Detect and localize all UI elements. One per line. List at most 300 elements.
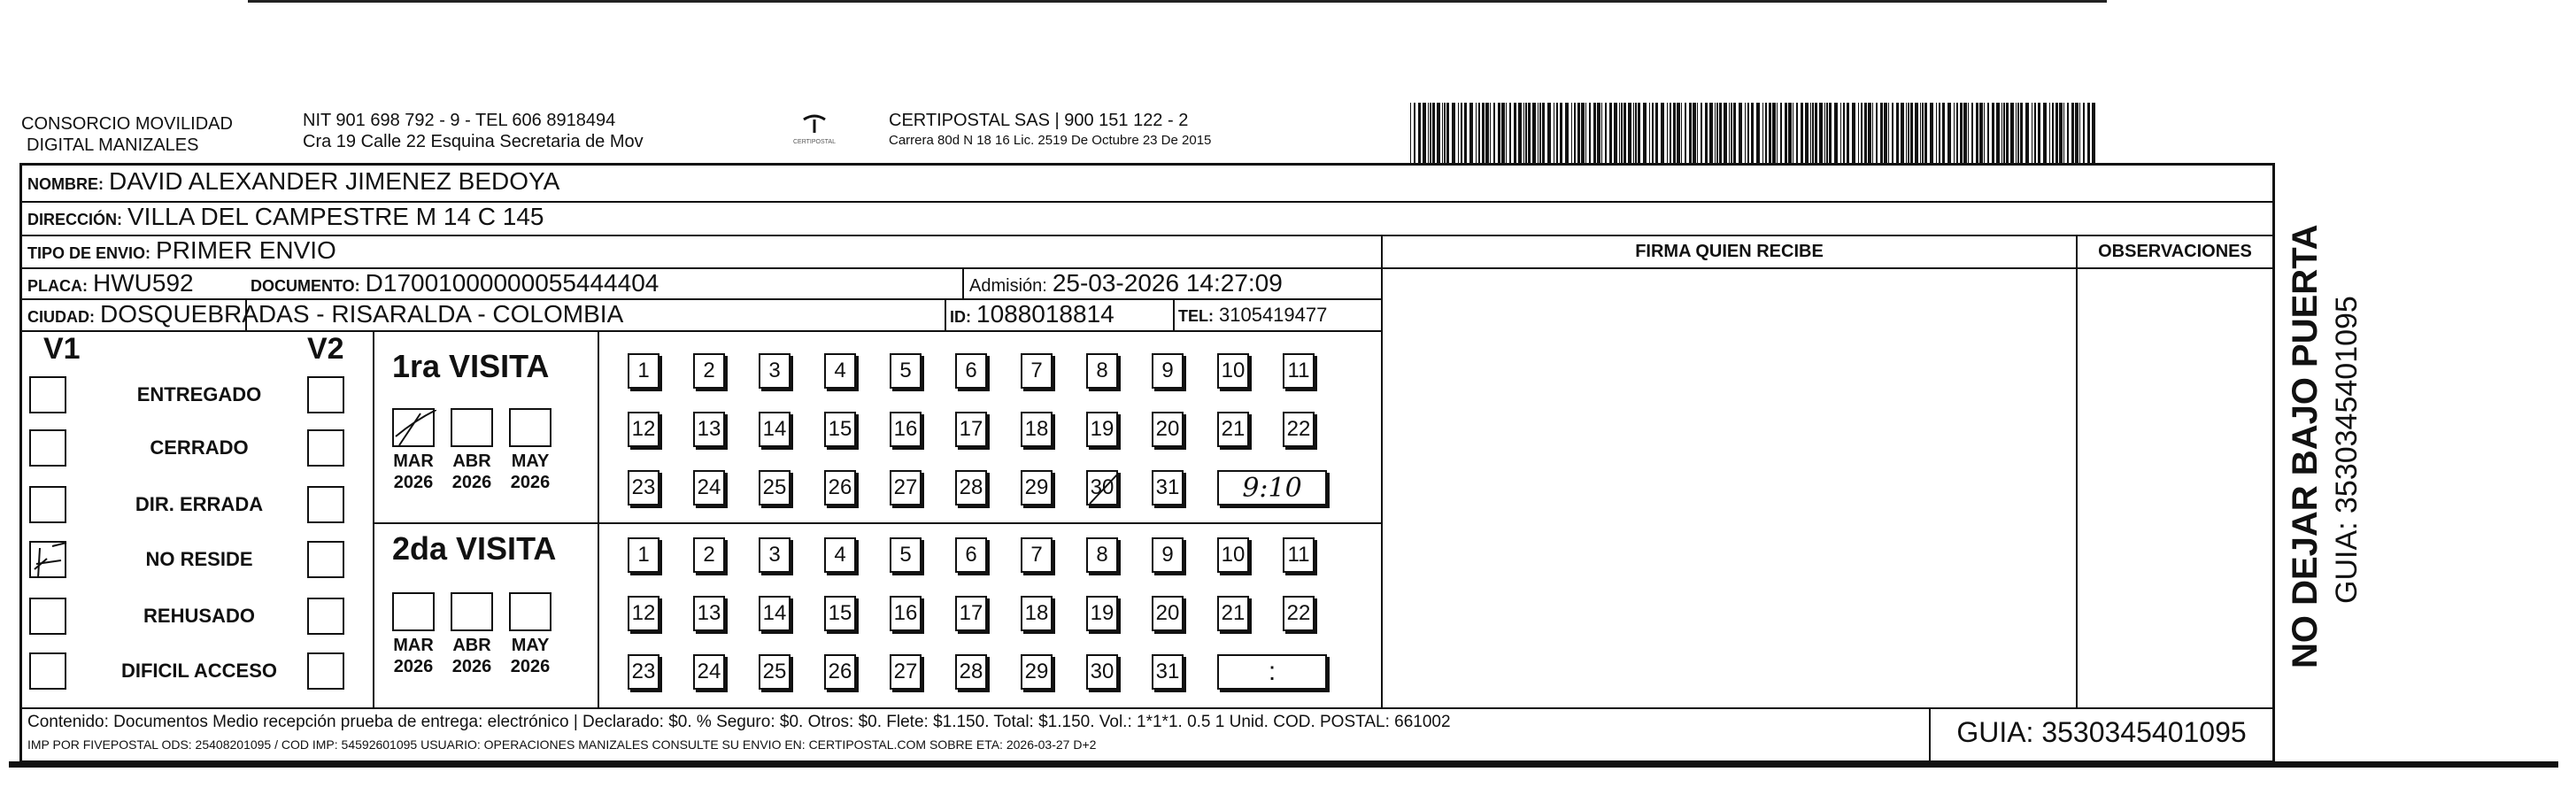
barcode-bar xyxy=(1597,103,1600,163)
day-box[interactable]: 16 xyxy=(890,596,922,631)
day-box[interactable]: 18 xyxy=(1021,412,1053,447)
month-name: ABR xyxy=(452,636,491,655)
barcode-bar xyxy=(1589,103,1591,163)
rule xyxy=(598,330,599,707)
barcode-bar xyxy=(1812,103,1814,163)
barcode-bar xyxy=(1924,103,1927,163)
id-label: ID: xyxy=(950,308,971,326)
contenido-text: Contenido: Documentos Medio recepción prueba de entrega: electrónico | Declarado: $0. % Seguro: $0. Otros: $0. Flete: $1.150. Total: $1.150. Vol.: 1*1*1. 0.5 1 Unid. COD. POSTAL: 661002 xyxy=(27,713,1451,731)
month-year: 2026 xyxy=(393,473,434,492)
barcode-bar xyxy=(1987,103,1989,163)
time-box[interactable]: 9:10 xyxy=(1217,470,1327,506)
barcode-bar xyxy=(1638,103,1640,163)
barcode-bar xyxy=(1739,103,1742,163)
placa-label: PLACA: xyxy=(27,277,88,295)
barcode-bar xyxy=(1960,103,1963,163)
time-box[interactable]: : xyxy=(1217,654,1327,690)
day-box[interactable]: 6 xyxy=(955,537,987,573)
barcode-bar xyxy=(2038,103,2040,163)
barcode-bar xyxy=(1518,103,1522,163)
barcode-bar xyxy=(1709,103,1713,163)
barcode-bar xyxy=(1810,103,1811,163)
barcode-bar xyxy=(1437,103,1440,163)
day-box[interactable]: 9 xyxy=(1152,353,1184,389)
carrier-logo xyxy=(761,112,868,145)
day-box[interactable]: 22 xyxy=(1283,596,1315,631)
day-box[interactable]: 31 xyxy=(1152,654,1184,690)
barcode-bar xyxy=(1493,103,1495,163)
month-checkbox[interactable] xyxy=(392,592,435,631)
documento-label: DOCUMENTO: xyxy=(251,277,360,295)
barcode-bar xyxy=(1719,103,1722,163)
barcode-bar xyxy=(1910,103,1913,163)
barcode-bar xyxy=(1418,103,1421,163)
barcode-bar xyxy=(1464,103,1467,163)
day-box[interactable]: 21 xyxy=(1217,596,1249,631)
barcode-bar xyxy=(1724,103,1727,163)
barcode-bar xyxy=(2087,103,2090,163)
barcode-bar xyxy=(1673,103,1676,163)
barcode-bar xyxy=(1979,103,1983,163)
day-box[interactable]: 9 xyxy=(1152,537,1184,573)
barcode-bar xyxy=(1847,103,1849,163)
barcode-bar xyxy=(1788,103,1792,163)
barcode-bar xyxy=(1939,103,1940,163)
barcode-bar xyxy=(1478,103,1480,163)
day-box[interactable]: 23 xyxy=(628,654,659,690)
barcode-bar xyxy=(1751,103,1754,163)
company-line-1: CONSORCIO MOVILIDAD xyxy=(21,114,233,134)
barcode-bar xyxy=(2034,103,2036,163)
barcode-bar xyxy=(1936,103,1937,163)
day-box[interactable]: 23 xyxy=(628,470,659,506)
day-box[interactable]: 14 xyxy=(759,596,791,631)
day-box[interactable]: 28 xyxy=(955,654,987,690)
barcode-bar xyxy=(1432,103,1435,163)
barcode-bar xyxy=(1805,103,1809,163)
v2-checkbox[interactable] xyxy=(307,598,344,635)
barcode-bar xyxy=(1715,103,1716,163)
barcode-bar xyxy=(2059,103,2063,163)
barcode-bar xyxy=(1956,103,1958,163)
nit-block xyxy=(303,110,644,152)
barcode-bar xyxy=(1633,103,1634,163)
day-box[interactable] xyxy=(1086,470,1118,506)
day-box[interactable]: 27 xyxy=(890,470,922,506)
barcode-bar xyxy=(1614,103,1617,163)
barcode-bar xyxy=(1992,103,1994,163)
barcode-bar xyxy=(1623,103,1626,163)
id-value: 1088018814 xyxy=(976,300,1114,328)
barcode-bar xyxy=(1772,103,1776,163)
barcode-bar xyxy=(1609,103,1612,163)
barcode-bar xyxy=(1509,103,1511,163)
barcode-bar xyxy=(2083,103,2085,163)
address-line: Cra 19 Calle 22 Esquina Secretaria de Mov xyxy=(303,132,644,151)
barcode-bar xyxy=(1539,103,1541,163)
placa-row xyxy=(27,269,194,297)
barcode-bar xyxy=(2075,103,2079,163)
month-year: 2026 xyxy=(510,473,551,492)
barcode-bar xyxy=(1458,103,1459,163)
barcode-bar xyxy=(1852,103,1855,163)
direccion-value: VILLA DEL CAMPESTRE M 14 C 145 xyxy=(127,203,544,230)
tel-row xyxy=(1178,304,1327,327)
day-box[interactable]: 15 xyxy=(824,596,856,631)
month-label xyxy=(387,451,440,493)
rule xyxy=(373,330,374,707)
status-label: CERRADO xyxy=(150,436,249,459)
admision-row xyxy=(969,269,1283,297)
barcode-bar xyxy=(1532,103,1536,163)
barcode-bar xyxy=(1525,103,1527,163)
barcode-bar xyxy=(1577,103,1580,163)
barcode-bar xyxy=(1729,103,1730,163)
company-name xyxy=(21,113,233,156)
barcode-bar xyxy=(1560,103,1562,163)
company-line-2: DIGITAL MANIZALES xyxy=(27,135,199,155)
v1-label: V1 xyxy=(43,332,81,366)
strike-mark-icon xyxy=(1088,472,1120,507)
barcode-bar xyxy=(1868,103,1871,163)
day-box[interactable]: 20 xyxy=(1152,596,1184,631)
barcode-bar xyxy=(1643,103,1647,163)
delivery-form xyxy=(19,163,2275,763)
placa-value: HWU592 xyxy=(93,269,194,297)
day-box[interactable]: 5 xyxy=(890,353,922,389)
barcode-bar xyxy=(2003,103,2005,163)
month-checkbox[interactable] xyxy=(392,408,435,447)
ciudad-value: DOSQUEBRADAS - RISARALDA - COLOMBIA xyxy=(100,300,624,328)
day-box[interactable]: 4 xyxy=(824,353,856,389)
rule xyxy=(1381,235,1383,707)
barcode-bar xyxy=(1619,103,1620,163)
barcode-bar xyxy=(1971,103,1973,163)
barcode-bar xyxy=(1996,103,2000,163)
barcode-bar xyxy=(1601,103,1602,163)
visit-1-title: 1ra VISITA xyxy=(392,348,550,384)
day-box[interactable]: 25 xyxy=(759,470,791,506)
day-box[interactable]: 31 xyxy=(1152,470,1184,506)
day-box[interactable]: 25 xyxy=(759,654,791,690)
day-box[interactable]: 17 xyxy=(955,596,987,631)
footer-guia: GUIA: 3530345401095 xyxy=(1956,716,2247,748)
barcode-bar xyxy=(2055,103,2058,163)
day-box[interactable]: 7 xyxy=(1021,537,1053,573)
day-box[interactable]: 26 xyxy=(824,654,856,690)
day-box[interactable]: 7 xyxy=(1021,353,1053,389)
admision-value: 25-03-2026 14:27:09 xyxy=(1052,269,1283,297)
rule xyxy=(22,707,2272,709)
barcode-bar xyxy=(1826,103,1828,163)
barcode-bar xyxy=(1954,103,1955,163)
carrier-line-2: Carrera 80d N 18 16 Lic. 2519 De Octubre 23 De 2015 xyxy=(889,133,1212,148)
month-checkbox[interactable] xyxy=(509,592,551,631)
barcode-bar xyxy=(1670,103,1671,163)
month-label xyxy=(387,635,440,677)
documento-value: D17001000000055444404 xyxy=(365,269,659,297)
barcode-bar xyxy=(1461,103,1462,163)
day-box[interactable]: 21 xyxy=(1217,412,1249,447)
barcode-bar xyxy=(1485,103,1489,163)
barcode-bar xyxy=(1705,103,1708,163)
barcode-bar xyxy=(2063,103,2064,163)
side-guia: GUIA: 3530345401095 xyxy=(2330,296,2364,604)
month-year: 2026 xyxy=(451,473,492,492)
barcode-bar xyxy=(1498,103,1500,163)
barcode-bar xyxy=(1571,103,1572,163)
status-label: DIFICIL ACCESO xyxy=(120,660,277,682)
month-label xyxy=(445,451,498,493)
barcode-bar xyxy=(1685,103,1686,163)
barcode-bar xyxy=(1984,103,1985,163)
check-mark-icon xyxy=(394,410,436,449)
day-box[interactable]: 6 xyxy=(955,353,987,389)
day-box[interactable]: 2 xyxy=(693,537,725,573)
barcode-bar xyxy=(1716,103,1718,163)
direccion-row xyxy=(27,203,544,231)
barcode-bar xyxy=(2006,103,2009,163)
v2-checkbox[interactable] xyxy=(307,541,344,578)
day-box[interactable]: 5 xyxy=(890,537,922,573)
barcode-bar xyxy=(1621,103,1623,163)
nombre-value: DAVID ALEXANDER JIMENEZ BEDOYA xyxy=(109,167,560,195)
barcode-bar xyxy=(1876,103,1878,163)
day-box[interactable]: 20 xyxy=(1152,412,1184,447)
barcode-bar xyxy=(2079,103,2080,163)
barcode-bar xyxy=(1701,103,1702,163)
barcode-bar xyxy=(1693,103,1696,163)
barcode-bar xyxy=(2020,103,2023,163)
day-box[interactable]: 11 xyxy=(1283,353,1315,389)
barcode-bar xyxy=(1880,103,1883,163)
logo-caption: CERTIPOSTAL xyxy=(793,139,836,145)
month-year: 2026 xyxy=(510,657,551,676)
rule xyxy=(1381,267,2272,269)
v2-checkbox[interactable] xyxy=(307,652,344,690)
barcode-bar xyxy=(2017,103,2019,163)
day-box[interactable]: 3 xyxy=(759,353,791,389)
day-box[interactable]: 24 xyxy=(693,470,725,506)
barcode-bar xyxy=(1542,103,1545,163)
status-label: NO RESIDE xyxy=(145,548,253,570)
day-number: 30 xyxy=(1090,475,1114,499)
tel-label: TEL: xyxy=(1178,307,1214,325)
v2-checkbox[interactable] xyxy=(307,429,344,467)
barcode-bar xyxy=(1968,103,1969,163)
barcode-bar xyxy=(2052,103,2054,163)
barcode-bar xyxy=(1556,103,1558,163)
rule xyxy=(2076,235,2078,707)
barcode-bar xyxy=(1476,103,1477,163)
month-year: 2026 xyxy=(393,657,434,676)
ciudad-label: CIUDAD: xyxy=(27,308,95,326)
month-checkbox[interactable] xyxy=(451,592,493,631)
month-label xyxy=(504,635,557,677)
day-box[interactable]: 1 xyxy=(628,353,659,389)
barcode-bar xyxy=(1796,103,1798,163)
barcode-bar xyxy=(1942,103,1945,163)
day-box[interactable]: 13 xyxy=(693,596,725,631)
nombre-row xyxy=(27,167,559,196)
rule xyxy=(22,235,2272,236)
barcode-bar xyxy=(1593,103,1596,163)
day-box[interactable]: 24 xyxy=(693,654,725,690)
barcode-bar xyxy=(1930,103,1933,163)
rule xyxy=(22,330,1381,332)
barcode-bar xyxy=(1444,103,1446,163)
barcode-bar xyxy=(1906,103,1907,163)
day-box[interactable]: 19 xyxy=(1086,596,1118,631)
barcode-bar xyxy=(2071,103,2074,163)
barcode-bar xyxy=(1747,103,1749,163)
barcode-bar xyxy=(1922,103,1924,163)
v2-label: V2 xyxy=(307,332,344,366)
month-year: 2026 xyxy=(451,657,492,676)
v2-checkbox[interactable] xyxy=(307,376,344,413)
barcode-bar xyxy=(1697,103,1698,163)
rule xyxy=(373,522,1381,524)
day-box[interactable]: 3 xyxy=(759,537,791,573)
imp-text: IMP POR FIVEPOSTAL ODS: 25408201095 / COD IMP: 54592601095 USUARIO: OPERACIONES MANIZALES CONSULTE SU ENVIO EN: CERTIPOSTAL.COM SOBRE ETA: 2026-03-27 D+2 xyxy=(27,737,1097,752)
barcode-bar xyxy=(1888,103,1889,163)
barcode-bar xyxy=(1920,103,1921,163)
v2-checkbox[interactable] xyxy=(307,486,344,523)
day-box[interactable]: 29 xyxy=(1021,470,1053,506)
day-box[interactable]: 1 xyxy=(628,537,659,573)
barcode-bar xyxy=(1769,103,1771,163)
barcode-bar xyxy=(1785,103,1787,163)
v1-checkbox[interactable] xyxy=(29,376,66,413)
barcode-bar xyxy=(1756,103,1760,163)
day-box[interactable]: 27 xyxy=(890,654,922,690)
day-box[interactable]: 19 xyxy=(1086,412,1118,447)
day-box[interactable]: 2 xyxy=(693,353,725,389)
day-box[interactable]: 17 xyxy=(955,412,987,447)
v1-checkbox[interactable] xyxy=(29,652,66,690)
status-label: REHUSADO xyxy=(143,605,255,627)
day-box[interactable]: 16 xyxy=(890,412,922,447)
barcode-bar xyxy=(2067,103,2069,163)
barcode-bar xyxy=(1765,103,1767,163)
tipo-value: PRIMER ENVIO xyxy=(156,236,336,264)
barcode xyxy=(1410,103,2101,163)
barcode-bar xyxy=(1428,103,1429,163)
barcode-bar xyxy=(1976,103,1978,163)
day-box[interactable]: 30 xyxy=(1086,654,1118,690)
day-box[interactable]: 13 xyxy=(693,412,725,447)
v1-checkbox[interactable] xyxy=(29,486,66,523)
barcode-bar xyxy=(1482,103,1485,163)
day-box[interactable]: 10 xyxy=(1217,353,1249,389)
barcode-bar xyxy=(2043,103,2047,163)
barcode-bar xyxy=(1834,103,1838,163)
barcode-bar xyxy=(1446,103,1449,163)
barcode-bar xyxy=(1585,103,1586,163)
v1-checkbox[interactable] xyxy=(29,541,66,578)
id-row xyxy=(950,300,1114,328)
barcode-bar xyxy=(1430,103,1431,163)
barcode-bar xyxy=(1605,103,1607,163)
barcode-bar xyxy=(1819,103,1823,163)
day-box[interactable]: 11 xyxy=(1283,537,1315,573)
barcode-bar xyxy=(1689,103,1692,163)
barcode-bar xyxy=(1574,103,1576,163)
month-name: MAR xyxy=(393,452,434,471)
day-box[interactable]: 12 xyxy=(628,412,659,447)
barcode-bar xyxy=(1892,103,1893,163)
barcode-bar xyxy=(1628,103,1631,163)
barcode-bar xyxy=(1947,103,1951,163)
documento-row xyxy=(251,269,659,297)
month-name: MAY xyxy=(511,452,550,471)
day-box[interactable]: 10 xyxy=(1217,537,1249,573)
barcode-bar xyxy=(2010,103,2014,163)
status-label: ENTREGADO xyxy=(136,383,262,405)
barcode-bar xyxy=(1514,103,1516,163)
month-name: MAY xyxy=(511,636,550,655)
barcode-bar xyxy=(1829,103,1832,163)
day-box[interactable]: 22 xyxy=(1283,412,1315,447)
barcode-bar xyxy=(1915,103,1918,163)
tipo-label: TIPO DE ENVIO: xyxy=(27,244,151,262)
barcode-bar xyxy=(1661,103,1664,163)
barcode-bar xyxy=(1815,103,1817,163)
barcode-bar xyxy=(2025,103,2029,163)
barcode-bar xyxy=(1547,103,1551,163)
barcode-bar xyxy=(1442,103,1443,163)
v1-checkbox[interactable] xyxy=(29,429,66,467)
barcode-bar xyxy=(1506,103,1507,163)
check-mark-icon xyxy=(31,543,68,580)
tel-value: 3105419477 xyxy=(1219,304,1328,326)
carrier-line-1: CERTIPOSTAL SAS | 900 151 122 - 2 xyxy=(889,111,1189,130)
month-name: MAR xyxy=(393,636,434,655)
month-checkbox[interactable] xyxy=(509,408,551,447)
barcode-bar xyxy=(1896,103,1899,163)
barcode-bar xyxy=(1731,103,1732,163)
barcode-bar xyxy=(1824,103,1825,163)
day-box[interactable]: 18 xyxy=(1021,596,1053,631)
barcode-bar xyxy=(1733,103,1736,163)
day-box[interactable]: 14 xyxy=(759,412,791,447)
visit-2-title: 2da VISITA xyxy=(392,530,557,567)
barcode-bar xyxy=(1840,103,1841,163)
barcode-bar xyxy=(1884,103,1887,163)
day-box[interactable]: 26 xyxy=(824,470,856,506)
month-checkbox[interactable] xyxy=(451,408,493,447)
bottom-rule xyxy=(9,761,2558,768)
day-box[interactable]: 29 xyxy=(1021,654,1053,690)
barcode-bar xyxy=(1801,103,1803,163)
barcode-bar xyxy=(1414,103,1415,163)
day-box[interactable]: 8 xyxy=(1086,353,1118,389)
firma-header: FIRMA QUIEN RECIBE xyxy=(1635,242,1824,261)
tipo-row xyxy=(27,236,336,265)
day-box[interactable]: 8 xyxy=(1086,537,1118,573)
barcode-bar xyxy=(1469,103,1473,163)
day-box[interactable]: 15 xyxy=(824,412,856,447)
day-box[interactable]: 12 xyxy=(628,596,659,631)
side-warning: NO DEJAR BAJO PUERTA xyxy=(2286,224,2325,668)
day-box[interactable]: 28 xyxy=(955,470,987,506)
barcode-bar xyxy=(1745,103,1746,163)
top-rule xyxy=(248,0,2107,3)
barcode-bar xyxy=(1490,103,1491,163)
day-box[interactable]: 4 xyxy=(824,537,856,573)
barcode-bar xyxy=(2016,103,2017,163)
v1-checkbox[interactable] xyxy=(29,598,66,635)
